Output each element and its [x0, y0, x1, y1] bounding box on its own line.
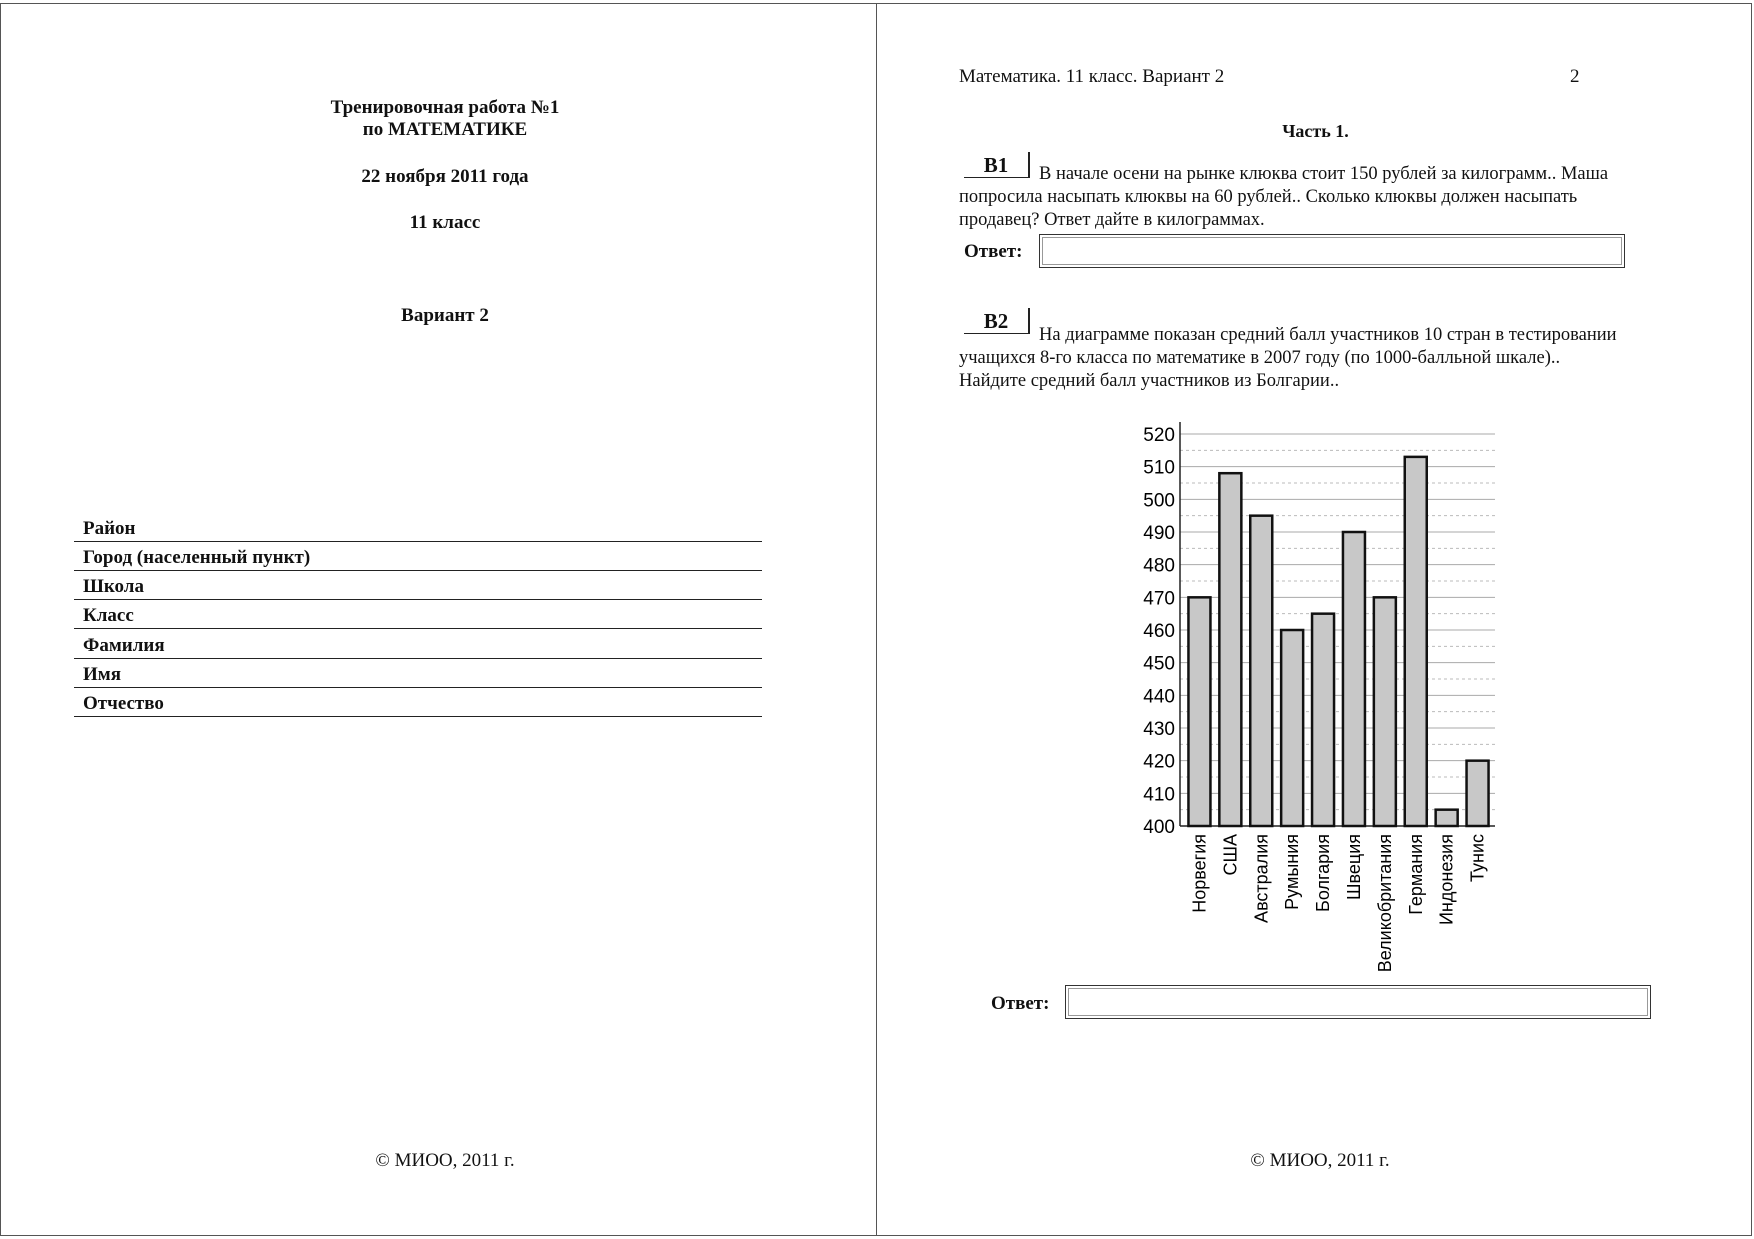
y-tick-label: 480: [1143, 555, 1175, 577]
part-heading: Часть 1.: [1282, 121, 1349, 141]
x-tick-label: Норвегия: [1189, 834, 1210, 913]
copyright-footer: © МИОО, 2011 г.: [375, 1150, 515, 1171]
grade-line: 11 класс: [409, 212, 481, 233]
page-number: 2: [1570, 66, 1580, 87]
task-b1-line1: В начале осени на рынке клюква стоит 150 рублей за килограмм.. Маша: [1039, 164, 1609, 184]
task-b2-tag: B2: [964, 308, 1030, 334]
bar: [1250, 516, 1272, 826]
task-b2-line3: Найдите средний балл участников из Болгарии..: [959, 371, 1340, 391]
x-tick-label: Индонезия: [1436, 834, 1457, 926]
x-tick-label: США: [1220, 834, 1241, 876]
b1-answer-input[interactable]: [1039, 234, 1625, 268]
field-patronymic[interactable]: [74, 689, 762, 717]
y-tick-label: 430: [1143, 719, 1175, 740]
y-tick-label: 460: [1143, 621, 1175, 642]
bar: [1219, 473, 1241, 826]
date-line: 22 ноября 2011 года: [361, 166, 529, 187]
title-page: [0, 0, 876, 1239]
bar: [1188, 597, 1210, 826]
field-label: Город (населенный пункт): [83, 547, 311, 568]
x-tick-label: Швеция: [1343, 834, 1364, 900]
x-tick-label: Румыния: [1282, 834, 1303, 910]
y-tick-label: 520: [1143, 425, 1175, 446]
bar: [1436, 810, 1458, 826]
x-tick-label: Австралия: [1251, 834, 1272, 923]
work-title: Тренировочная работа №1: [330, 97, 560, 118]
field-district[interactable]: [74, 514, 762, 542]
x-tick-label: Германия: [1405, 834, 1426, 915]
field-label: Класс: [83, 605, 134, 626]
b2-answer-input[interactable]: [1065, 985, 1651, 1019]
field-school[interactable]: [74, 572, 762, 600]
y-tick-label: 410: [1143, 784, 1175, 806]
y-tick-label: 470: [1143, 588, 1175, 610]
x-tick-label: Великобритания: [1374, 834, 1395, 973]
field-label: Район: [83, 518, 136, 539]
bar: [1374, 597, 1396, 826]
x-tick-label: Тунис: [1467, 834, 1488, 882]
b1-answer-label: Ответ:: [964, 241, 1023, 262]
field-name[interactable]: [74, 660, 762, 688]
bar: [1281, 630, 1303, 826]
y-tick-label: 510: [1143, 457, 1175, 479]
task-b2-line2: учащихся 8-го класса по математике в 2007 году (по 1000-балльной шкале)..: [959, 348, 1561, 368]
y-tick-label: 440: [1143, 686, 1175, 708]
bar: [1312, 614, 1334, 826]
field-surname[interactable]: [74, 631, 762, 659]
y-tick-label: 500: [1143, 490, 1175, 512]
field-city[interactable]: [74, 543, 762, 571]
y-tick-label: 420: [1143, 751, 1175, 773]
task-b1-line3: продавец? Ответ дайте в килограммах.: [959, 210, 1265, 230]
variant-line: Вариант 2: [401, 305, 489, 326]
bar-chart: [1125, 412, 1525, 982]
y-tick-label: 400: [1143, 817, 1175, 838]
field-label: Фамилия: [83, 635, 165, 656]
field-label: Имя: [83, 664, 121, 685]
bar: [1467, 761, 1489, 826]
subject-title: по МАТЕМАТИКЕ: [362, 119, 528, 140]
task-b1-line2: попросила насыпать клюквы на 60 рублей.. Сколько клюквы должен насыпать: [959, 187, 1578, 207]
y-tick-label: 490: [1143, 523, 1175, 544]
x-tick-label: Болгария: [1313, 834, 1334, 912]
task-b2-line1: На диаграмме показан средний балл участников 10 стран в тестировании: [1039, 325, 1617, 345]
bar: [1343, 532, 1365, 826]
task-b1-tag: B1: [964, 152, 1030, 178]
copyright-footer-right: © МИОО, 2011 г.: [1250, 1150, 1390, 1171]
field-label: Школа: [83, 576, 144, 597]
field-label: Отчество: [83, 693, 164, 714]
bar: [1405, 457, 1427, 826]
field-class[interactable]: [74, 601, 762, 629]
page-header: Математика. 11 класс. Вариант 2: [959, 66, 1225, 87]
b2-answer-label: Ответ:: [991, 993, 1050, 1014]
y-tick-label: 450: [1143, 653, 1175, 675]
